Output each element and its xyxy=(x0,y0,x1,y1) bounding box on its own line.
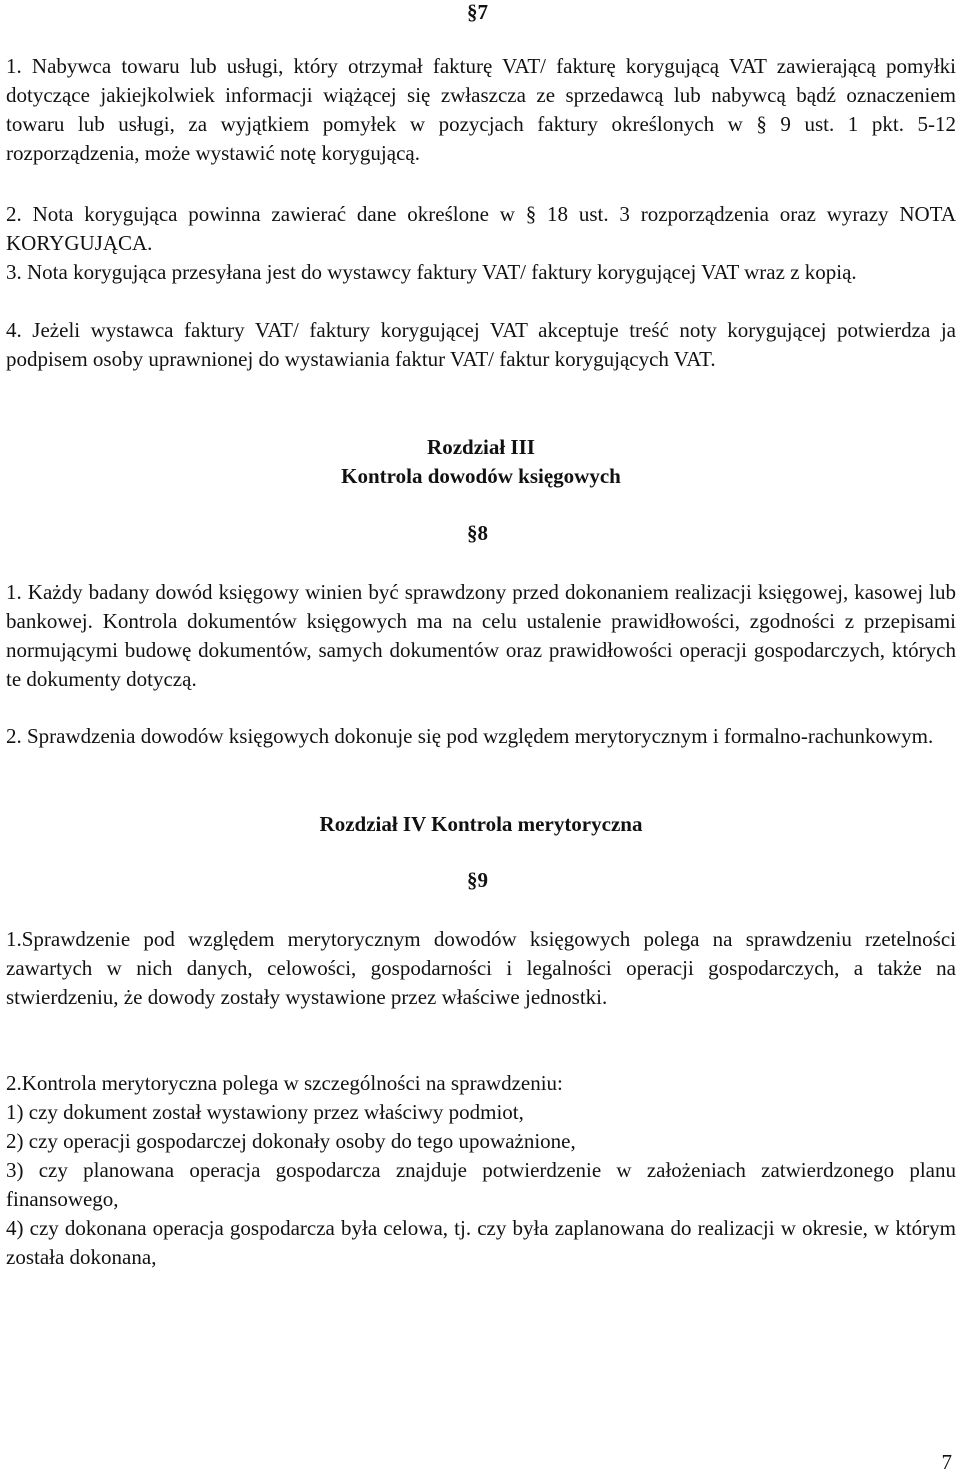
chapter-4-title: Rozdział IV Kontrola merytoryczna xyxy=(319,812,643,836)
paragraph-7-4: 4. Jeżeli wystawca faktury VAT/ faktury korygującej VAT akceptuje treść noty korygującej potwierdza ja podpisem osoby uprawnionej do wystawiania faktur VAT/ faktur korygujących VAT. xyxy=(6,318,956,371)
section-7-heading: §7 xyxy=(467,0,488,24)
paragraph-9-1: 1.Sprawdzenie pod względem merytorycznym dowodów księgowych polega na sprawdzeniu rzetelności zawartych w nich danych, celowości, gospodarności i legalności operacji gospodarczych, a także na stwierdzeniu, że dowody zostały wystawione przez właściwe jednostki. xyxy=(6,927,956,1009)
list-item: 3) czy planowana operacja gospodarcza znajduje potwierdzenie w założeniach zatwierdzonego planu finansowego, xyxy=(6,1158,956,1211)
list-item: 1) czy dokument został wystawiony przez właściwy podmiot, xyxy=(6,1100,524,1124)
paragraph-7-2: 2. Nota korygująca powinna zawierać dane określone w § 18 ust. 3 rozporządzenia oraz wyrazy NOTA KORYGUJĄCA. xyxy=(6,202,956,255)
paragraph-7-3: 3. Nota korygująca przesyłana jest do wystawcy faktury VAT/ faktury korygującej VAT wraz z kopią. xyxy=(6,260,857,284)
section-8-heading: §8 xyxy=(467,521,488,545)
paragraph-7-1: 1. Nabywca towaru lub usługi, który otrzymał fakturę VAT/ fakturę korygującą VAT zawierającą pomyłki dotyczące jakiejkolwiek informacji wiążącej się zwłaszcza ze sprzedawcą lub nabywcą bądź oznaczeniem towaru lub usługi, za wyjątkiem pomyłek w pozycjach faktury określonych w § 9 ust. 1 pkt. 5-12 rozporządzenia, może wystawić notę korygującą. xyxy=(6,54,956,165)
list-item: 4) czy dokonana operacja gospodarcza była celowa, tj. czy była zaplanowana do realizacji w okresie, w którym została dokonana, xyxy=(6,1216,956,1269)
chapter-3-title: Rozdział III xyxy=(427,435,535,459)
list-item: 2) czy operacji gospodarczej dokonały osoby do tego upoważnione, xyxy=(6,1129,576,1153)
page-number: 7 xyxy=(941,1450,952,1474)
paragraph-9-2: 2.Kontrola merytoryczna polega w szczególności na sprawdzeniu: xyxy=(6,1071,563,1095)
paragraph-8-2: 2. Sprawdzenia dowodów księgowych dokonuje się pod względem merytorycznym i formalno-rachunkowym. xyxy=(6,724,934,748)
section-9-heading: §9 xyxy=(467,868,488,892)
chapter-3-subtitle: Kontrola dowodów księgowych xyxy=(341,464,621,488)
paragraph-8-1: 1. Każdy badany dowód księgowy winien być sprawdzony przed dokonaniem realizacji księgowej, kasowej lub bankowej. Kontrola dokumentów księgowych ma na celu ustalenie prawidłowości, zgodności z przepisami normującymi budowę dokumentów, samych dokumentów oraz prawidłowości operacji gospodarczych, których te dokumenty dotyczą. xyxy=(6,580,956,691)
